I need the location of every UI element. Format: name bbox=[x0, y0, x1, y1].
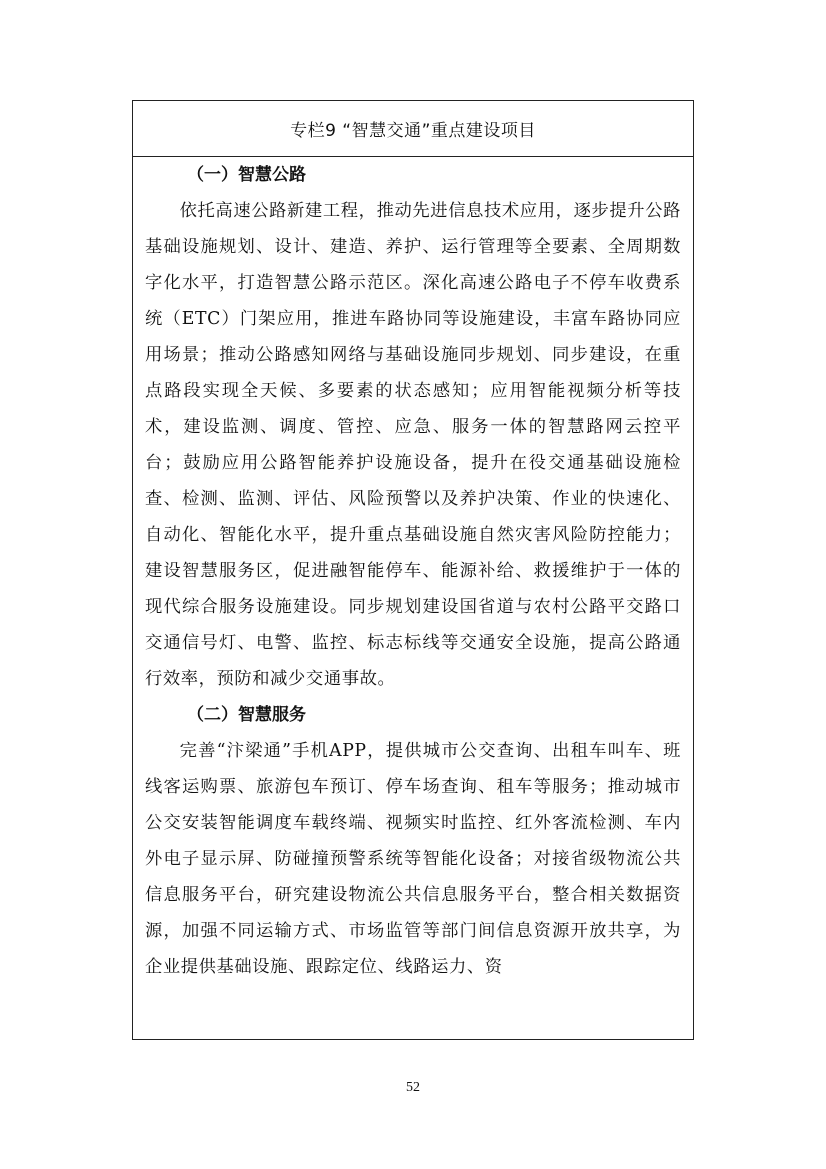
box-body bbox=[133, 157, 693, 985]
section-paragraph-smart-service: 完善“汴梁通”手机APP，提供城市公交查询、出租车叫车、班线客运购票、旅游包车预订、停车场查询、租车等服务；推动城市公交安装智能调度车载终端、视频实时监控、红外客流检测、车内外电子显示屏、防碰撞预警系统等智能化设备；对接省级物流公共信息服务平台，研究建设物流公共信息服务平台，整合相关数据资源，加强不同运输方式、市场监管等部门间信息资源开放共享，为企业提供基础设施、跟踪定位、线路运力、资 bbox=[145, 741, 681, 977]
feature-box bbox=[132, 100, 694, 1040]
section-heading-smart-highway: （一）智慧公路 bbox=[187, 165, 306, 185]
page-number: 52 bbox=[406, 1080, 420, 1095]
section-paragraph-smart-highway: 依托高速公路新建工程，推动先进信息技术应用，逐步提升公路基础设施规划、设计、建造、养护、运行管理等全要素、全周期数字化水平，打造智慧公路示范区。深化高速公路电子不停车收费系统（ETC）门架应用，推进车路协同等设施建设，丰富车路协同应用场景；推动公路感知网络与基础设施同步规划、同步建设，在重点路段实现全天候、多要素的状态感知；应用智能视频分析等技术，建设监测、调度、管控、应急、服务一体的智慧路网云控平台；鼓励应用公路智能养护设施设备，提升在役交通基础设施检查、检测、监测、评估、风险预警以及养护决策、作业的快速化、自动化、智能化水平，提升重点基础设施自然灾害风险防控能力；建设智慧服务区，促进融智能停车、能源补给、救援维护于一体的现代综合服务设施建设。同步规划建设国省道与农村公路平交路口交通信号灯、电警、监控、标志标线等交通安全设施，提高公路通行效率，预防和减少交通事故。 bbox=[145, 201, 681, 689]
box-title: 专栏9 “智慧交通”重点建设项目 bbox=[133, 101, 693, 157]
section-heading-smart-service: （二）智慧服务 bbox=[187, 705, 306, 725]
